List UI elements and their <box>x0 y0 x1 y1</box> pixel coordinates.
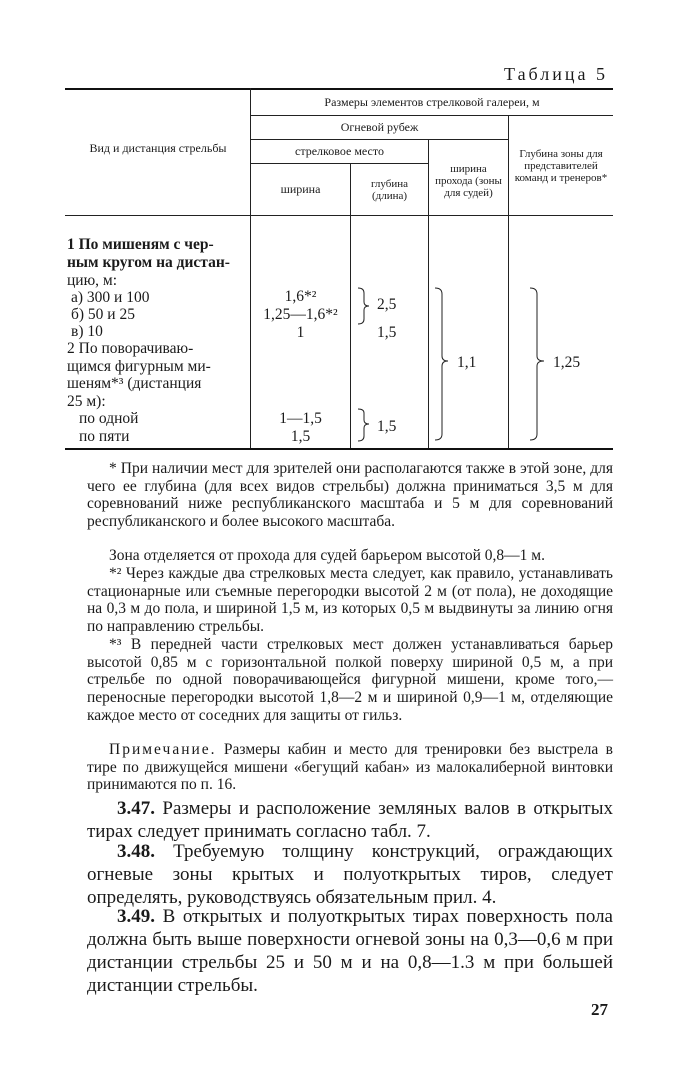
header-type-distance: Вид и дистанция стрельбы <box>89 140 227 155</box>
row-b-label: б) 50 и 25 <box>71 306 135 323</box>
header-sizes: Размеры элементов стрелковой галереи, м <box>324 95 540 109</box>
footnote-2: *² Через каждые два стрелковых места следует, как правило, устанавливать стационарные или съемные перегородки высотой 2 м (от пола), не доходящие на 0,3 м до пола, и шириной 1,5 м, из которых 0,5 м выдвинуты за линию огня по направлению стрельбы. <box>87 565 613 636</box>
row1-line1-text: 1 По мишеням с чер- <box>67 236 214 253</box>
grouping-braces <box>65 88 613 448</box>
header-width: ширина <box>280 182 321 196</box>
section-3-49-number: 3.49. <box>117 906 155 927</box>
note-paragraph <box>87 741 613 794</box>
brace-fig-depth <box>358 409 369 441</box>
section-3-47 <box>87 797 613 843</box>
footnote-3: *³ В передней части стрелковых мест должен устанавливаться барьер высотой 0,85 м с горизонтальной полкой поверху шириной 0,5 м, а при стрельбе по одной поворачивающейся фигурной мишени, кроме того,— переносные перегородки высотой 1,8—2 м и шириной 0,9—1 м, отделяющие каждое место от соседних для защиты от гильз. <box>87 636 613 724</box>
row-v-label: в) 10 <box>71 323 103 340</box>
note-text: Размеры кабин и место для тренировки без выстрела в тире по движущейся мишени «бегущий кабан» из малокалиберной винтовки принимаются по п. 16. <box>87 741 613 794</box>
dimensions-table <box>65 88 613 448</box>
section-3-48-text: Требуемую толщину конструкций, ограждающих огневые зоны крытых и полуоткрытых тиров, следует определять, руководствуясь обязательным прил. 4. <box>87 841 613 908</box>
passage-value: 1,1 <box>457 354 477 371</box>
row1-line2-text: ным кругом на дистан- <box>67 254 230 271</box>
header-shooting-place: стрелковое место <box>295 144 384 158</box>
ab-depth-value: 2,5 <box>377 296 397 313</box>
row2-line4: 25 м): <box>67 393 106 410</box>
v-depth-value: 1,5 <box>377 324 397 341</box>
section-3-49-text: В открытых и полуоткрытых тирах поверхность пола должна быть выше поверхности огневой зоны на 0,3—0,6 м при дистанции стрельбы 25 и 50 м и на 0,8—1.3 м при большей дистанции стрельбы. <box>87 906 613 996</box>
section-3-47-text: Размеры и расположение земляных валов в открытых тирах следует принимать согласно табл. 7. <box>87 798 613 842</box>
row2-line2: щимся фигурным ми- <box>67 358 211 375</box>
a-width-value: 1,6*² <box>284 288 317 305</box>
footnote-1: * При наличии мест для зрителей они располагаются также в этой зоне, для чего ее глубина (для всех видов стрельбы) должна приниматься 3,5 м для соревнований ниже республиканского масштаба и 5 м для соревнований республиканского и более высокого масштаба. <box>87 460 613 531</box>
row-a-label: а) 300 и 100 <box>71 289 150 306</box>
section-3-48-number: 3.48. <box>117 841 155 862</box>
one-width-value: 1—1,5 <box>279 410 322 427</box>
b-width-value: 1,25—1,6*² <box>263 306 338 323</box>
section-3-47-number: 3.47. <box>117 798 155 819</box>
header-passage-width: ширина прохода (зоны для судей) <box>435 163 502 199</box>
row-one-label: по одной <box>79 410 139 427</box>
v-width-value: 1 <box>296 324 305 341</box>
row2-line1: 2 По поворачиваю- <box>67 340 194 357</box>
row-five-label: по пяти <box>79 428 130 445</box>
header-fire-line: Огневой рубеж <box>340 120 419 134</box>
five-width-value: 1,5 <box>290 428 311 445</box>
header-depth: глубина (длина) <box>370 177 409 202</box>
zone-value: 1,25 <box>553 354 581 371</box>
section-3-49 <box>87 905 613 997</box>
row1-line3: цию, м: <box>67 272 118 289</box>
brace-passage <box>435 288 448 440</box>
fig-depth-value: 1,5 <box>377 418 397 435</box>
table-title: Таблица 5 <box>504 64 608 84</box>
header-depth-zone: Глубина зоны для представителей команд и тренеров* <box>514 147 608 184</box>
footnote-1b: Зона отделяется от прохода для судей барьером высотой 0,8—1 м. <box>109 547 545 564</box>
section-3-48 <box>87 840 613 909</box>
brace-ab-depth <box>358 288 369 324</box>
brace-zone <box>530 288 544 440</box>
row2-line3: шеням*³ (дистанция <box>67 375 202 392</box>
table-bottom-rule <box>65 448 613 450</box>
page-number: 27 <box>591 1000 608 1019</box>
note-label: Примечание. <box>109 741 217 758</box>
